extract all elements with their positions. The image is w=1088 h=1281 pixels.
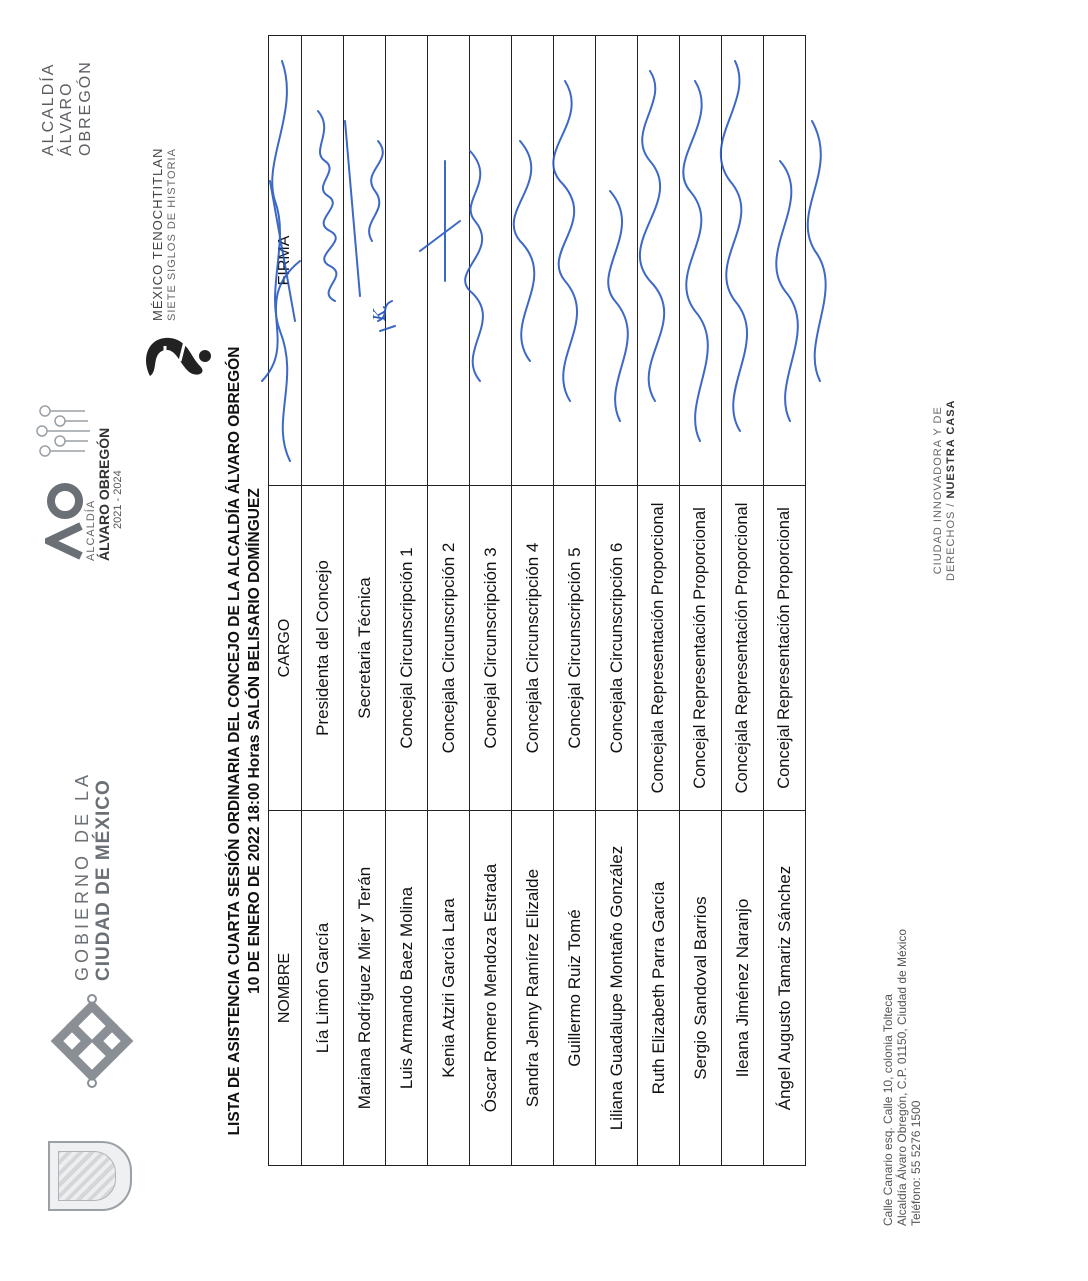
table-row	[470, 36, 512, 1166]
signature-cell	[386, 36, 428, 486]
member-cargo: Concejala Representación Proporcional	[722, 486, 764, 811]
attendance-table	[268, 35, 806, 1166]
phone-line: Teléfono: 55 5276 1500	[908, 1100, 923, 1226]
member-name: Guillermo Ruiz Tomé	[554, 811, 596, 1166]
member-name: Sergio Sandoval Barrios	[680, 811, 722, 1166]
member-name: Ileana Jiménez Naranjo	[722, 811, 764, 1166]
address-line1: Calle Canario esq. Calle 10, colonia Tolteca	[881, 994, 895, 1226]
title-line2: 10 DE ENERO DE 2022 18:00 Horas SALÓN BELISARIO DOMÍNGUEZ	[246, 488, 264, 994]
table-row	[428, 36, 470, 1166]
member-name: Luis Armando Baez Molina	[386, 811, 428, 1166]
table-row	[386, 36, 428, 1166]
ao-years: 2021 - 2024	[112, 470, 125, 529]
table-row	[680, 36, 722, 1166]
table-row	[554, 36, 596, 1166]
member-cargo: Concejal Representación Proporcional	[680, 486, 722, 811]
motto-line2b: NUESTRA CASA	[945, 399, 958, 499]
member-cargo: Concejal Circunscripción 3	[470, 486, 512, 811]
signature-cell	[680, 36, 722, 486]
member-name: Lía Limón García	[302, 811, 344, 1166]
signature-cell	[512, 36, 554, 486]
tenoch-line2: SIETE SIGLOS DE HISTORIA	[165, 148, 178, 321]
tenochtitlan-text	[150, 148, 179, 321]
table-row	[722, 36, 764, 1166]
signature-cell	[638, 36, 680, 486]
cdmx-knot-icon	[42, 991, 142, 1091]
footer-address	[882, 929, 923, 1226]
table-row	[344, 36, 386, 1166]
table-row	[302, 36, 344, 1166]
motto-line1: CIUDAD INNOVADORA Y DE	[932, 406, 944, 575]
member-cargo: Concejala Representación Proporcional	[638, 486, 680, 811]
signature-mark	[808, 121, 826, 381]
shield-icon	[48, 1141, 132, 1211]
flowers-icon	[30, 396, 100, 466]
table-row	[638, 36, 680, 1166]
member-name: Sandra Jenny Ramírez Elizalde	[512, 811, 554, 1166]
header-cargo: CARGO	[269, 486, 302, 811]
motto-line2	[945, 399, 958, 581]
member-name: Liliana Guadalupe Montaño González	[596, 811, 638, 1166]
document-title	[225, 241, 265, 1241]
signature-cell	[428, 36, 470, 486]
member-cargo: Concejal Representación Proporcional	[764, 486, 806, 811]
tenoch-line1: MÉXICO TENOCHTITLAN	[150, 147, 165, 321]
member-cargo: Concejala Circunscripción 4	[512, 486, 554, 811]
ao-logo-icon	[45, 466, 85, 561]
signature-cell	[302, 36, 344, 486]
member-cargo: Concejal Circunscripción 5	[554, 486, 596, 811]
ao-small: ALCALDÍA	[85, 499, 97, 561]
ao-big: ÁLVARO OBREGÓN	[96, 427, 113, 561]
gov-line1: GOBIERNO DE LA	[72, 770, 92, 981]
member-name: Ángel Augusto Tamariz Sánchez	[764, 811, 806, 1166]
signature-cell	[554, 36, 596, 486]
signature-cell	[764, 36, 806, 486]
header-firma: FIRMA	[269, 36, 302, 486]
table-row	[512, 36, 554, 1166]
signature-cell	[722, 36, 764, 486]
tenochtitlan-glyph-icon	[140, 326, 215, 386]
member-cargo: Presidenta del Concejo	[302, 486, 344, 811]
member-name: Ruth Elizabeth Parra García	[638, 811, 680, 1166]
alcaldia-line1: ALCALDÍA	[40, 62, 57, 156]
signature-initials-mark: K.	[369, 304, 389, 321]
motto-line2a: DERECHOS /	[945, 498, 958, 581]
alcaldia-line2: ÁLVARO OBREGÓN	[58, 60, 94, 156]
address-line2: Alcaldía Álvaro Obregón, C.P. 01150, Ciudad de México	[894, 928, 909, 1226]
member-name: Mariana Rodríguez Mier y Terán	[344, 811, 386, 1166]
gov-line2: CIUDAD DE MÉXICO	[92, 779, 114, 981]
footer-motto	[932, 399, 958, 581]
signature-cell	[470, 36, 512, 486]
member-cargo: Concejal Circunscripción 1	[386, 486, 428, 811]
member-cargo: Concejala Circunscripción 6	[596, 486, 638, 811]
member-cargo: Concejala Circunscripción 2	[428, 486, 470, 811]
member-cargo: Secretaria Técnica	[344, 486, 386, 811]
alcaldia-right	[40, 0, 95, 156]
table-row	[764, 36, 806, 1166]
gov-cdmx-text	[72, 771, 115, 981]
member-name: Kenia Atziri García Lara	[428, 811, 470, 1166]
table-row	[596, 36, 638, 1166]
title-line1: LISTA DE ASISTENCIA CUARTA SESIÓN ORDINARIA DEL CONCEJO DE LA ALCALDÍA ÁLVARO OBREGÓN	[226, 346, 243, 1136]
member-name: Óscar Romero Mendoza Estrada	[470, 811, 512, 1166]
header-name: NOMBRE	[269, 811, 302, 1166]
signature-cell	[344, 36, 386, 486]
signature-cell	[596, 36, 638, 486]
table-header-row	[269, 36, 302, 1166]
